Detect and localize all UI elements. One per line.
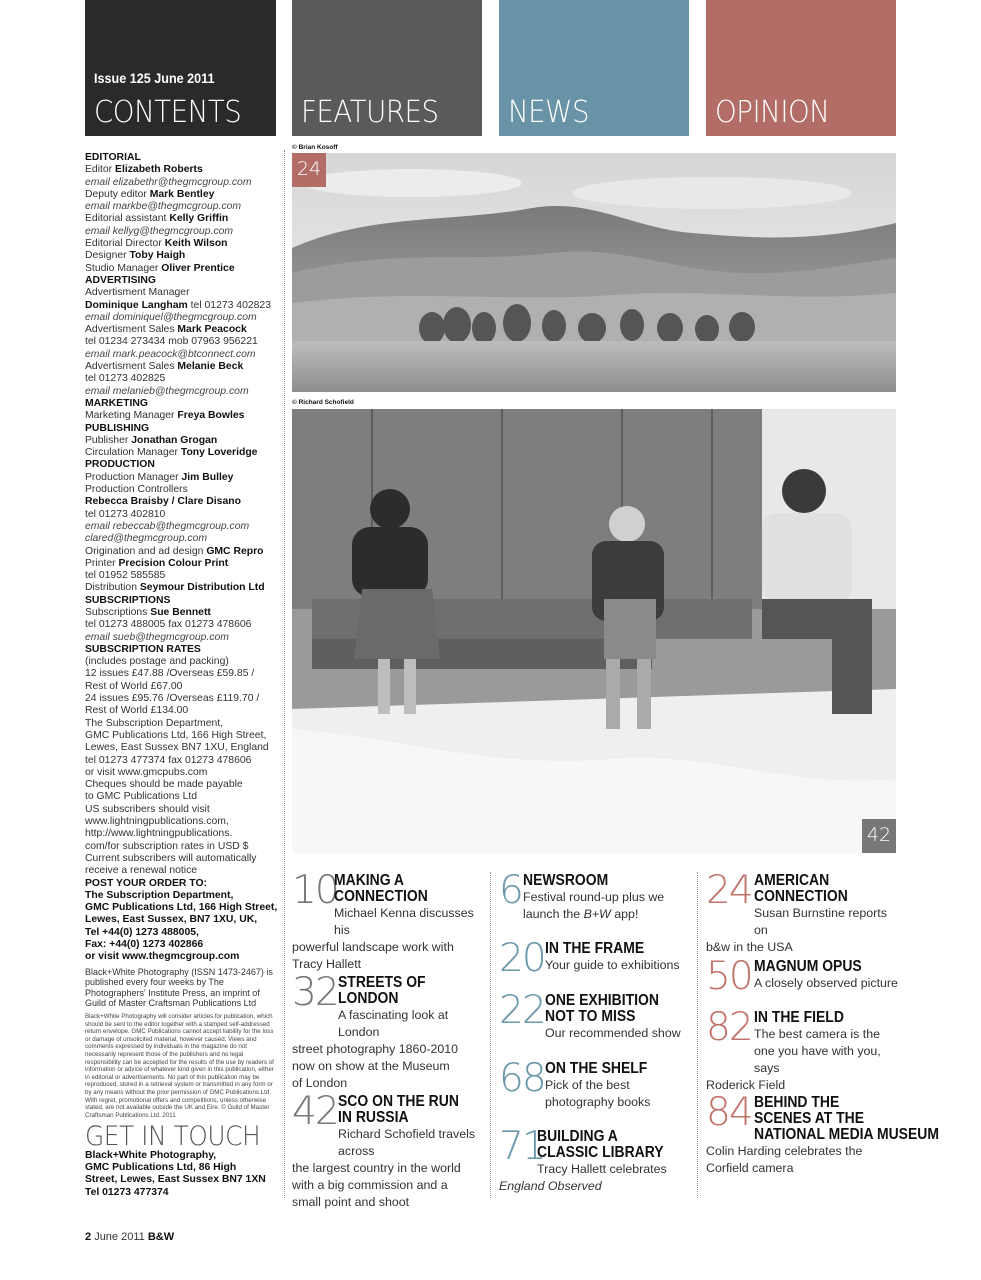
description-line: of London [292,1076,348,1090]
description-line: the largest country in the world [292,1161,461,1175]
masthead-line [85,312,277,324]
address-line: GMC Publications Ltd, 86 High [85,1162,237,1174]
masthead-line [85,238,277,250]
email-label: email [85,520,113,532]
staff-role: Origination and ad design [85,545,207,557]
item-title-line: CONNECTION [754,888,848,905]
item-title [545,993,659,1025]
description-line: small point and shoot [292,1195,410,1209]
masthead-line: www.lightningpublications.com, [85,816,229,828]
masthead-line: Advertisment Manager [85,287,190,299]
item-title-line: ONE EXHIBITION [545,992,659,1009]
sidebar-divider [284,150,285,1198]
staff-role: Advertisment Sales [85,324,178,336]
item-description [499,889,691,923]
item-title [754,959,862,975]
masthead-line: Current subscribers will automatically [85,852,257,864]
masthead-line: Cheques should be made payable [85,779,243,791]
staff-name: Sue Bennett [150,606,211,618]
email-label: email [85,631,113,643]
description-line: Michael Kenna discusses his [334,906,474,937]
masthead-line: tel 01952 585585 [85,570,166,582]
masthead-line [85,177,277,189]
masthead-line [85,189,277,201]
item-title-line: SCO ON THE RUN [338,1093,459,1110]
footer-brand: B&W [147,1231,175,1243]
item-title-line: STREETS OF [338,974,426,991]
masthead-line: 24 issues £95.76 /Overseas £119.70 / [85,693,260,705]
contents-block [85,0,276,136]
page-number: 82 [706,1005,752,1050]
section-heading: EDITORIAL [85,152,141,163]
landscape-illustration [292,153,896,392]
page-number: 68 [499,1056,545,1101]
get-in-touch-address [85,1150,285,1199]
item-title-line: ON THE SHELF [545,1060,648,1077]
item-title [754,1095,939,1143]
photo-credit: © Brian Kosoff [292,144,338,151]
section-heading: PRODUCTION [85,459,155,471]
staff-name: Jonathan Grogan [131,434,218,446]
item-title-line: IN THE FIELD [754,1009,844,1026]
news-heading: NEWS [508,95,590,130]
masthead-line [85,472,277,484]
item-title-line: SCENES AT THE [754,1110,865,1127]
legal-disclaimer: Black+White Photography will consider articles for publication, which should be sent to the editor together with a stamped self-addressed return envelope. GMC Publications cannot accept liability for the loss or damage of unsolicited material, however caused. Views and comments expressed by individuals in the magazine do not necessarily represent those of the publishers and no legal responsibility can be accepted for the results of the use by readers of information or advice of whatever kind given in this publication, either in editorial or advertisements. No part of this publication may be reproduced, stored in a retrieval system or transmitted in any form or by any means without the prior permission of GMC Publications Ltd. With regret, promotional offers and competitions, unless otherwise stated, are not available outside the UK and Eire. © Guild of Master Craftsman Publications Ltd. 2011 [85,1012,274,1119]
book-title: England Observed [499,1179,602,1193]
masthead-line: tel 01273 477374 fax 01273 478606 [85,754,252,766]
staff-role: Circulation Manager [85,447,181,459]
masthead-line: receive a renewal notice [85,865,198,877]
staff-role: Production Manager [85,471,182,483]
item-description [292,1126,484,1211]
masthead-line: Rest of World £67.00 [85,680,183,692]
staff-role: Printer [85,557,119,569]
description-line: launch the B+W app! [523,907,639,921]
staff-name: Toby Haigh [129,250,186,262]
masthead-line [85,546,277,558]
masthead-line [85,164,277,176]
masthead-line: Fax: +44(0) 1273 402866 [85,939,204,950]
masthead-line: Rebecca Braisby / Clare Disano [85,496,241,508]
staff-role: Designer [85,250,130,262]
staff-name: GMC Repro [206,545,264,557]
page-footer [85,1231,174,1243]
staff-name: Oliver Prentice [161,262,235,274]
section-heading: SUBSCRIPTIONS [85,594,171,606]
page-number: 22 [499,988,545,1033]
masthead-line: com/for subscription rates in USD $ [85,840,249,852]
masthead-line: or visit www.thegmcgroup.com [85,951,240,963]
staff-name: Tony Loveridge [180,447,258,459]
staff-name: Jim Bulley [181,471,234,483]
section-heading: POST YOUR ORDER TO: [85,877,208,889]
email-address: kellyg@thegmcgroup.com [112,225,233,237]
page-number: 6 [499,868,522,913]
address-line: Black+White Photography, [85,1150,217,1161]
masthead-line [85,607,277,619]
item-description [499,1161,691,1195]
email-address: dominiquel@thegmcgroup.com [112,311,257,323]
page-number: 84 [706,1090,752,1135]
footer-date: June 2011 [94,1231,145,1243]
staff-name: Precision Colour Print [118,557,229,569]
description-line: Susan Burnstine reports on [754,906,887,937]
item-description [292,1007,484,1092]
masthead-line [85,213,277,225]
issue-label: Issue 125 June 2011 [94,70,215,86]
description-line: Roderick Field [706,1078,786,1092]
masthead-line [85,435,277,447]
column-divider [490,872,491,1198]
item-title-line: BUILDING A [537,1128,618,1145]
email-address: rebeccab@thegmcgroup.com [112,520,250,532]
masthead-line: Rest of World £134.00 [85,705,189,717]
features-block [292,0,482,136]
news-block [499,0,689,136]
opinion-block [706,0,896,136]
description-line: Colin Harding celebrates the [706,1144,863,1158]
masthead-line [85,226,277,238]
description-line: Festival round-up plus we [523,890,665,904]
masthead-line [85,410,277,422]
item-title [334,873,428,905]
masthead-line [85,558,277,570]
description-line: Richard Schofield travels across [338,1127,476,1158]
page-number-tag: 42 [862,819,896,853]
masthead-line [85,447,277,459]
page-number: 20 [499,936,545,981]
column-divider [697,872,698,1198]
description-line: street photography 1860-2010 [292,1042,459,1056]
staff-name: Keith Wilson [164,238,228,250]
masthead-line [85,582,277,594]
description-line: Your guide to exhibitions [545,958,680,972]
masthead-line: Production Controllers [85,484,188,496]
description-line: Tracy Hallett celebrates [537,1162,667,1176]
staff-role: Marketing Manager [85,410,178,422]
description-line: The best camera is the [754,1027,881,1041]
masthead-line: The Subscription Department, [85,717,224,729]
description-line [499,1178,691,1195]
item-title-line: MAGNUM OPUS [754,958,862,975]
staff-role: Editor [85,164,116,176]
item-title [338,1094,459,1126]
description-line: now on show at the Museum [292,1059,450,1073]
masthead-line: tel 01234 273434 mob 07963 956221 [85,336,258,348]
masthead-line: (includes postage and packing) [85,656,229,668]
masthead-line [85,324,277,336]
section-heading: MARKETING [85,397,148,409]
email-address: markbe@thegmcgroup.com [112,201,242,213]
email-address: clared@thegmcgroup.com [85,533,208,545]
item-description [499,1025,691,1042]
description-line: Our recommended show [545,1026,681,1040]
masthead-line: or visit www.gmcpubs.com [85,766,208,778]
get-in-touch-heading: GET IN TOUCH [85,1121,261,1152]
masthead-line [85,250,277,262]
item-title-line: CLASSIC LIBRARY [537,1144,664,1161]
email-label: email [85,176,113,188]
description-line: with a big commission and a [292,1178,448,1192]
masthead-line: http://www.lightningpublications. [85,828,233,840]
item-title [537,1129,664,1161]
description-line: one you have with you, says [754,1044,881,1075]
item-description [706,975,898,992]
section-heading: PUBLISHING [85,422,150,434]
staff-name: Freya Bowles [177,410,245,422]
masthead-line [85,386,277,398]
page-number: 24 [706,868,752,913]
staff-role: Studio Manager [85,262,162,274]
email-address: sueb@thegmcgroup.com [112,631,229,643]
masthead-line: GMC Publications Ltd, 166 High Street, [85,902,278,914]
email-label: email [85,311,113,323]
item-title-line: MAKING A [334,872,405,889]
staff-name: Mark Bentley [149,188,215,200]
staff-name: Seymour Distribution Ltd [139,582,265,594]
item-description [706,1026,898,1094]
email-label: email [85,348,113,360]
masthead-line: 12 issues £47.88 /Overseas £59.85 / [85,668,255,680]
item-title-line: NATIONAL MEDIA MUSEUM [754,1126,939,1143]
staff-role: Editorial Director [85,238,165,250]
masthead-line: Tel +44(0) 1273 488005, [85,926,199,938]
contents-heading: CONTENTS [94,95,242,130]
item-description [499,957,691,974]
page-number: 42 [292,1089,338,1134]
page-number: 32 [292,970,338,1015]
description-line: photography books [545,1095,651,1109]
page-number-tag: 24 [292,153,326,187]
item-title [338,975,426,1007]
description-line: Pick of the best [545,1078,630,1092]
staff-name: Dominique Langham [85,299,188,311]
masthead-line [85,533,277,545]
staff-name: Mark Peacock [177,324,247,336]
description-line: b&w in the USA [706,940,793,954]
masthead-line: GMC Publications Ltd, 166 High Street, [85,729,267,741]
masthead-line: tel 01273 402810 [85,508,166,520]
section-heading: ADVERTISING [85,274,157,286]
item-title-line: NEWSROOM [523,872,609,889]
masthead-line: Lewes, East Sussex BN7 1XU, England [85,742,269,754]
description-line: A fascinating look at London [338,1008,449,1039]
masthead-line [85,521,277,533]
masthead-line: to GMC Publications Ltd [85,791,198,803]
staff-role: Publisher [85,434,132,446]
masthead-line [85,263,277,275]
staff-name: Melanie Beck [177,361,244,373]
staff-role: Subscriptions [85,606,151,618]
description-line: powerful landscape work with [292,940,454,954]
masthead-line [85,349,277,361]
item-title-line: CONNECTION [334,888,428,905]
page-number: 50 [706,954,752,999]
staff-role: Distribution [85,582,140,594]
email-address: melanieb@thegmcgroup.com [112,385,249,397]
masthead-line [85,201,277,213]
item-title-line: LONDON [338,990,399,1007]
item-title-line: IN THE FRAME [545,940,645,957]
item-title [545,941,644,957]
staff-contact: tel 01273 402823 [187,299,271,311]
masthead-line: The Subscription Department, [85,889,234,901]
masthead-sidebar [85,152,277,1119]
item-description [292,905,484,973]
staff-role: Deputy editor [85,188,150,200]
description-line: A closely observed picture [754,976,898,990]
opinion-heading: OPINION [715,95,830,130]
features-heading: FEATURES [301,95,439,130]
landscape-photo [292,153,896,392]
email-label: email [85,201,113,213]
staff-name: Elizabeth Roberts [115,164,203,176]
footer-page-number: 2 [85,1231,92,1243]
description-line: Tracy Hallett [292,957,362,971]
app-name: B+W [583,907,611,921]
staff-name: Kelly Griffin [169,213,229,225]
portrait-photo [292,409,896,853]
address-line: Street, Lewes, East Sussex BN7 1XN [85,1174,266,1186]
photo-credit: © Richard Schofield [292,399,354,406]
masthead-line [85,361,277,373]
item-description [499,1077,691,1111]
page-number: 10 [292,868,338,913]
item-title [754,1010,844,1026]
publishing-notice: Black+White Photography (ISSN 1473-2467) is published every four weeks by The Photographers' Institute Press, an imprint of Guild of Master Craftsman Publications Ltd [85,966,273,1009]
page-number: 71 [499,1124,545,1169]
staff-role: Editorial assistant [85,213,170,225]
description-line: Corfield camera [706,1161,794,1175]
masthead-line: Lewes, East Sussex, BN7 1XU, UK, [85,914,258,926]
address-line: Tel 01273 477374 [85,1186,169,1198]
section-heading: SUBSCRIPTION RATES [85,643,201,655]
item-description [706,905,898,956]
email-label: email [85,225,113,237]
email-label: email [85,385,113,397]
item-title-line: AMERICAN [754,872,830,889]
email-address: mark.peacock@btconnect.com [112,348,256,360]
portrait-illustration [292,409,896,853]
item-title [545,1061,647,1077]
item-title [754,873,848,905]
email-address: elizabethr@thegmcgroup.com [112,176,252,188]
masthead-line: US subscribers should visit [85,803,210,815]
masthead-line [85,632,277,644]
staff-role: Advertisment Sales [85,361,178,373]
item-title [523,873,608,889]
item-title-line: IN RUSSIA [338,1109,409,1126]
masthead-line [85,300,277,312]
item-title-line: NOT TO MISS [545,1008,636,1025]
item-description [706,1143,898,1177]
masthead-line: tel 01273 402825 [85,373,166,385]
item-title-line: BEHIND THE [754,1094,840,1111]
masthead-line: tel 01273 488005 fax 01273 478606 [85,619,252,631]
